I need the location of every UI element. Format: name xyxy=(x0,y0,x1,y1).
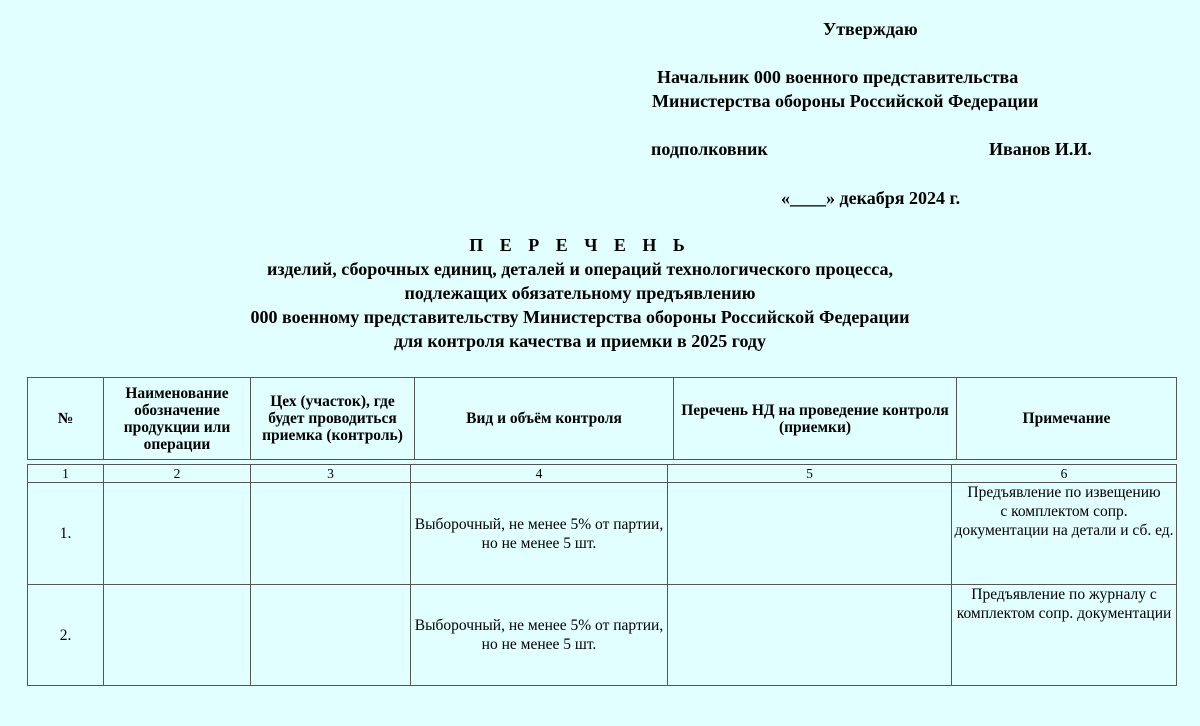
approver-name: Иванов И.И. xyxy=(989,139,1092,159)
approver-position-line2: Министерства обороны Российской Федерации xyxy=(652,91,1039,111)
column-number-row xyxy=(28,465,1177,483)
column-number: 1 xyxy=(28,465,104,483)
table-body xyxy=(27,464,1177,686)
table-header xyxy=(27,377,1177,460)
header-cell-name: Наименование обозначение продукции или операции xyxy=(104,378,251,460)
title-heading: П Е Р Е Ч Е Н Ь xyxy=(469,235,691,255)
column-number: 5 xyxy=(668,465,952,483)
column-number: 4 xyxy=(411,465,668,483)
row-note: Предъявление по извещению с комплектом сопр. документации на детали и сб. ед. xyxy=(952,483,1177,585)
table-row xyxy=(28,585,1177,686)
column-number: 6 xyxy=(952,465,1177,483)
column-number: 2 xyxy=(104,465,251,483)
title-line1: изделий, сборочных единиц, деталей и операций технологического процесса, xyxy=(267,259,893,279)
title-line3: 000 военному представительству Министерства обороны Российской Федерации xyxy=(250,307,910,327)
row-control: Выборочный, не менее 5% от партии, но не менее 5 шт. xyxy=(411,585,668,686)
document-title xyxy=(130,233,1030,353)
row-nd xyxy=(668,483,952,585)
row-shop xyxy=(251,585,411,686)
header-cell-shop: Цех (участок), где будет проводиться приемка (контроль) xyxy=(251,378,415,460)
approver-rank: подполковник xyxy=(651,139,768,159)
approve-label: Утверждаю xyxy=(823,19,918,39)
title-line4: для контроля качества и приемки в 2025 году xyxy=(393,331,767,351)
title-line2: подлежащих обязательному предъявлению xyxy=(404,283,756,303)
approval-date: «____» декабря 2024 г. xyxy=(781,188,961,208)
header-cell-number: № xyxy=(28,378,104,460)
row-number: 2. xyxy=(28,585,104,686)
row-shop xyxy=(251,483,411,585)
row-name xyxy=(104,483,251,585)
row-number: 1. xyxy=(28,483,104,585)
row-name xyxy=(104,585,251,686)
column-number: 3 xyxy=(251,465,411,483)
row-nd xyxy=(668,585,952,686)
header-cell-control: Вид и объём контроля xyxy=(415,378,674,460)
row-control: Выборочный, не менее 5% от партии, но не менее 5 шт. xyxy=(411,483,668,585)
row-note: Предъявление по журналу с комплектом сопр. документации xyxy=(952,585,1177,686)
header-cell-note: Примечание xyxy=(957,378,1177,460)
table-row xyxy=(28,483,1177,585)
approver-position-line1: Начальник 000 военного представительства xyxy=(657,67,1019,87)
header-cell-nd: Перечень НД на проведение контроля (приемки) xyxy=(674,378,957,460)
